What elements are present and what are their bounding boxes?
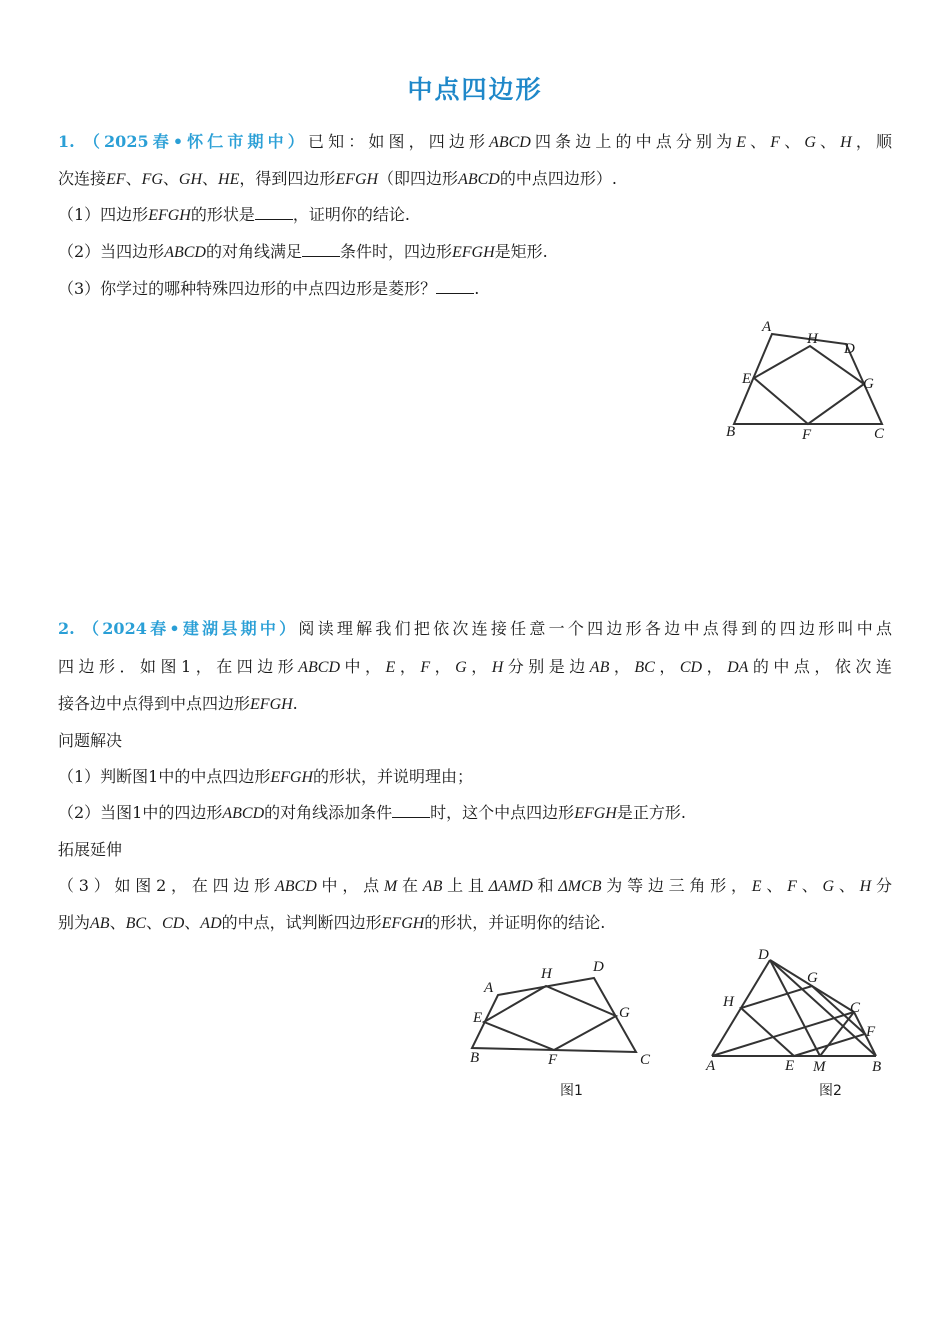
q2-text: 、: [796, 876, 823, 895]
label-h: H: [807, 331, 818, 347]
q2-text: 的形状，并证明你的结论.: [424, 913, 606, 932]
math-cd: CD: [162, 915, 185, 932]
q1-text: .: [474, 279, 480, 298]
math-ef: EF: [106, 171, 126, 188]
label-e: E: [742, 371, 752, 387]
q2-text: 别为: [58, 913, 91, 932]
q1-text: （2）当四边形: [58, 242, 165, 261]
q1-text: （1）四边形: [58, 205, 149, 224]
math-abcd: ABCD: [222, 805, 265, 822]
math-e: E: [736, 134, 747, 151]
q2-text: （1）判断图1中的中点四边形: [58, 767, 271, 786]
q2-text: 、: [109, 913, 126, 932]
q2-line-1: [58, 619, 892, 639]
segment-ac: [712, 1012, 854, 1056]
math-g: G: [455, 659, 467, 676]
q2-text: 、: [761, 876, 788, 895]
q2-text: 分: [871, 876, 892, 895]
q1-text: 、: [125, 169, 142, 188]
q1-part-2: [58, 242, 892, 263]
q1-text: 四条边上的中点分别为: [530, 132, 737, 151]
figure-1-caption: 图1: [560, 1083, 583, 1099]
q1-part-3: [58, 279, 892, 299]
q1-text: ，证明你的结论.: [292, 205, 410, 224]
q1-text: 已知：如图，四边形: [307, 132, 490, 151]
page-title: 中点四边形: [407, 75, 543, 104]
q1-part-1: [58, 205, 892, 226]
quad-efgh: [484, 986, 616, 1050]
math-efgh: EFGH: [335, 171, 379, 188]
label-b: B: [726, 424, 736, 440]
math-fg: FG: [141, 171, 163, 188]
q2-number: 2.: [58, 619, 75, 638]
math-e: E: [385, 659, 396, 676]
label-m: M: [813, 1059, 826, 1075]
math-efgh: EFGH: [574, 805, 617, 822]
quad-efgh: [754, 346, 864, 424]
label-f: F: [802, 427, 812, 443]
math-bc: BC: [125, 915, 147, 932]
q2-text: 上且: [442, 876, 489, 895]
math-gh: GH: [178, 171, 203, 188]
math-efgh: EFGH: [250, 696, 293, 713]
q2-text: 时，这个中点四边形: [430, 803, 575, 822]
q2-text: .: [292, 694, 298, 713]
q2-text: （2）当图1中的四边形: [58, 803, 223, 822]
label-c: C: [850, 1000, 861, 1016]
answer-blank[interactable]: [392, 803, 430, 818]
label-a: A: [484, 980, 494, 996]
math-ab: AB: [422, 878, 443, 895]
q1-text: 、: [202, 169, 219, 188]
q1-text: （3）你学过的哪种特殊四边形的中点四边形是菱形？: [58, 279, 437, 298]
q2-text: 的中点，试判断四边形: [221, 913, 382, 932]
math-abcd: ABCD: [298, 659, 341, 676]
math-f: F: [787, 878, 797, 895]
math-abcd: ABCD: [274, 878, 317, 895]
label-b: B: [872, 1059, 882, 1075]
q2-part-1: [58, 767, 892, 788]
q2-text: ，: [395, 657, 421, 676]
q2-text: 接各边中点得到中点四边形: [58, 694, 251, 713]
q2-line-3: [58, 694, 892, 715]
q1-text: 、: [815, 132, 841, 151]
q2-text: 、: [146, 913, 163, 932]
math-abcd: ABCD: [489, 134, 531, 151]
label-e: E: [473, 1010, 483, 1026]
q1-line-2: [58, 169, 892, 190]
math-triangle-amd: ΔAMD: [488, 878, 533, 895]
q2-text: ，: [609, 657, 635, 676]
q1-text: 、: [780, 132, 805, 151]
math-ad: AD: [200, 915, 222, 932]
q2-text: 、: [834, 876, 860, 895]
q2-figure-2: [700, 944, 895, 1100]
math-triangle-mcb: ΔMCB: [558, 878, 602, 895]
q1-text: 是矩形.: [494, 242, 548, 261]
q1-text: ，顺: [851, 132, 892, 151]
q1-figure: [720, 312, 900, 447]
label-d: D: [844, 341, 855, 357]
q1-number: 1.: [58, 132, 75, 151]
math-cd: CD: [679, 659, 703, 676]
math-f: F: [770, 134, 781, 151]
q2-text: （3）如图2，在四边形: [58, 876, 275, 895]
math-efgh: EFGH: [381, 915, 425, 932]
math-abcd: ABCD: [164, 244, 206, 261]
label-a: A: [762, 319, 772, 335]
math-bc: BC: [634, 659, 655, 676]
label-g: G: [619, 1005, 630, 1021]
math-f: F: [420, 659, 431, 676]
segment-db: [770, 960, 876, 1056]
q2-text: 的对角线添加条件: [264, 803, 393, 822]
label-c: C: [640, 1052, 651, 1068]
q2-text: 的形状，并说明理由；: [313, 767, 474, 786]
q2-text: ，: [702, 657, 728, 676]
q2-figure-1: [462, 950, 662, 1100]
q2-text: 中，点: [316, 876, 384, 895]
q2-text: 四边形．如图1，在四边形: [58, 657, 299, 676]
q1-text: 、: [162, 169, 179, 188]
q1-text: 条件时，四边形: [339, 242, 452, 261]
q2-heading-problem: 问题解决: [58, 731, 123, 750]
q2-text: ，: [430, 657, 456, 676]
q1-text: 的中点四边形）.: [499, 169, 617, 188]
label-f: F: [548, 1052, 558, 1068]
q1-source: （2025春•怀仁市期中）: [83, 132, 308, 151]
label-h: H: [541, 966, 552, 982]
q2-line-2: [58, 657, 892, 678]
math-g: G: [822, 878, 835, 895]
figure-2-caption: 图2: [819, 1083, 842, 1099]
answer-blank[interactable]: [255, 205, 293, 220]
label-a: A: [706, 1058, 716, 1074]
math-ab: AB: [90, 915, 110, 932]
q2-text: 阅读理解我们把依次连接任意一个四边形各边中点得到的四边形叫中点: [298, 619, 892, 638]
q2-text: 和: [532, 876, 559, 895]
math-efgh: EFGH: [270, 769, 314, 786]
answer-blank[interactable]: [436, 279, 474, 294]
math-ab: AB: [589, 659, 610, 676]
label-g: G: [807, 970, 818, 986]
q1-text: （即四边形: [378, 169, 459, 188]
math-h: H: [859, 878, 872, 895]
math-m: M: [383, 878, 398, 895]
q2-text: 的中点，依次连: [748, 657, 892, 676]
math-he: HE: [218, 171, 240, 188]
q2-text: 是正方形.: [616, 803, 686, 822]
math-h: H: [491, 659, 504, 676]
q2-text: 为等边三角形，: [601, 876, 752, 895]
q2-part-2: [58, 803, 892, 824]
q2-source: （2024春•建湖县期中）: [83, 619, 299, 638]
label-d: D: [593, 959, 604, 975]
label-e: E: [785, 1058, 795, 1074]
label-d: D: [758, 947, 769, 963]
label-h: H: [723, 994, 734, 1010]
answer-blank[interactable]: [302, 242, 340, 257]
q1-line-1: [58, 132, 892, 153]
q2-part-3a: [58, 876, 892, 897]
math-h: H: [840, 134, 852, 151]
q2-text: ，: [654, 657, 680, 676]
label-g: G: [863, 376, 874, 392]
label-f: F: [866, 1024, 876, 1040]
q1-text: ，得到四边形: [239, 169, 336, 188]
q2-heading-extension: 拓展延伸: [58, 840, 123, 859]
math-e: E: [751, 878, 762, 895]
q2-text: 在: [397, 876, 423, 895]
q2-part-3b: [58, 913, 892, 934]
q1-text: 、: [746, 132, 771, 151]
q2-text: ，: [466, 657, 492, 676]
q2-text: 中，: [340, 657, 386, 676]
q1-text: 次连接: [58, 169, 107, 188]
math-efgh: EFGH: [148, 207, 191, 224]
math-da: DA: [727, 659, 749, 676]
math-efgh: EFGH: [452, 244, 495, 261]
math-g: G: [804, 134, 816, 151]
q1-text: 的形状是: [190, 205, 255, 224]
q2-text: 、: [184, 913, 201, 932]
label-c: C: [874, 426, 885, 442]
q1-text: 的对角线满足: [205, 242, 302, 261]
math-abcd: ABCD: [458, 171, 500, 188]
q2-text: 分别是边: [503, 657, 590, 676]
label-b: B: [470, 1050, 480, 1066]
